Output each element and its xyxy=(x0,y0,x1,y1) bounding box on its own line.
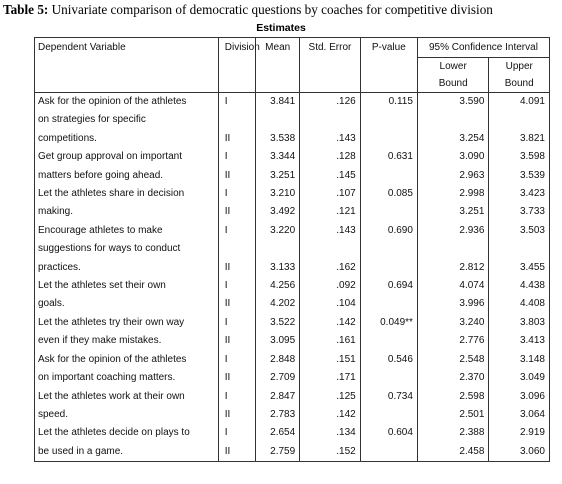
mean-cell: 3.841 xyxy=(256,93,300,112)
division-cell: II xyxy=(218,332,255,350)
p-value-cell: 0.734 xyxy=(360,388,417,406)
std-error-cell: .171 xyxy=(300,369,361,387)
lower-bound-cell: 2.598 xyxy=(417,388,489,406)
p-value-cell: 0.085 xyxy=(360,185,417,203)
table-caption xyxy=(3,2,561,18)
division-cell: II xyxy=(218,369,255,387)
header-spacer xyxy=(218,58,255,77)
dependent-variable-cell: practices. xyxy=(35,259,219,277)
p-value-cell xyxy=(360,130,417,148)
std-error-cell: .128 xyxy=(300,148,361,166)
p-value-cell xyxy=(360,240,417,258)
estimates-heading: Estimates xyxy=(256,22,306,34)
mean-cell: 4.256 xyxy=(256,277,300,295)
table-row xyxy=(35,424,550,442)
mean-cell: 2.783 xyxy=(256,406,300,424)
dependent-variable-cell: Get group approval on important xyxy=(35,148,219,166)
division-cell: II xyxy=(218,295,255,313)
mean-cell: 3.220 xyxy=(256,222,300,240)
header-spacer xyxy=(300,76,361,93)
header-spacer xyxy=(360,58,417,77)
lower-bound-cell: 2.936 xyxy=(417,222,489,240)
std-error-cell: .092 xyxy=(300,277,361,295)
mean-cell: 3.492 xyxy=(256,203,300,221)
upper-bound-cell: 3.821 xyxy=(489,130,550,148)
division-cell: II xyxy=(218,406,255,424)
table-row xyxy=(35,406,550,424)
table-body xyxy=(35,93,550,462)
upper-bound-cell: 4.091 xyxy=(489,93,550,112)
division-cell: II xyxy=(218,443,255,462)
dependent-variable-cell: Ask for the opinion of the athletes xyxy=(35,351,219,369)
std-error-cell: .162 xyxy=(300,259,361,277)
division-cell xyxy=(218,240,255,258)
p-value-cell: 0.604 xyxy=(360,424,417,442)
upper-bound-cell: 3.060 xyxy=(489,443,550,462)
header-spacer xyxy=(218,76,255,93)
table-row xyxy=(35,259,550,277)
header-lower-bound: Bound xyxy=(417,76,489,93)
division-cell: II xyxy=(218,203,255,221)
header-lower: Lower xyxy=(417,58,489,77)
std-error-cell xyxy=(300,240,361,258)
upper-bound-cell xyxy=(489,240,550,258)
mean-cell: 2.654 xyxy=(256,424,300,442)
dependent-variable-cell: Let the athletes work at their own xyxy=(35,388,219,406)
division-cell: I xyxy=(218,148,255,166)
header-spacer xyxy=(256,76,300,93)
upper-bound-cell: 4.438 xyxy=(489,277,550,295)
p-value-cell xyxy=(360,259,417,277)
upper-bound-cell: 3.423 xyxy=(489,185,550,203)
p-value-cell xyxy=(360,332,417,350)
upper-bound-cell: 3.049 xyxy=(489,369,550,387)
dependent-variable-cell: making. xyxy=(35,203,219,221)
table-row xyxy=(35,277,550,295)
lower-bound-cell: 3.090 xyxy=(417,148,489,166)
division-cell xyxy=(218,111,255,129)
table-row xyxy=(35,203,550,221)
mean-cell: 3.538 xyxy=(256,130,300,148)
dependent-variable-cell: Let the athletes set their own xyxy=(35,277,219,295)
p-value-cell xyxy=(360,406,417,424)
division-cell: I xyxy=(218,314,255,332)
dependent-variable-cell: Let the athletes try their own way xyxy=(35,314,219,332)
std-error-cell: .142 xyxy=(300,406,361,424)
results-table xyxy=(34,37,550,462)
header-dependent-variable: Dependent Variable xyxy=(35,38,219,58)
upper-bound-cell: 4.408 xyxy=(489,295,550,313)
header-confidence-interval: 95% Confidence Interval xyxy=(417,38,549,58)
lower-bound-cell: 4.074 xyxy=(417,277,489,295)
division-cell: I xyxy=(218,351,255,369)
dependent-variable-cell: matters before going ahead. xyxy=(35,167,219,185)
header-upper-bound: Bound xyxy=(489,76,550,93)
std-error-cell: .104 xyxy=(300,295,361,313)
table-row xyxy=(35,351,550,369)
lower-bound-cell: 3.251 xyxy=(417,203,489,221)
division-cell: I xyxy=(218,93,255,112)
dependent-variable-cell: Let the athletes decide on plays to xyxy=(35,424,219,442)
p-value-cell: 0.546 xyxy=(360,351,417,369)
table-row xyxy=(35,167,550,185)
mean-cell: 4.202 xyxy=(256,295,300,313)
header-spacer xyxy=(256,58,300,77)
header-spacer xyxy=(360,76,417,93)
table-row xyxy=(35,111,550,129)
dependent-variable-cell: Let the athletes share in decision xyxy=(35,185,219,203)
upper-bound-cell: 3.148 xyxy=(489,351,550,369)
std-error-cell: .142 xyxy=(300,314,361,332)
mean-cell xyxy=(256,111,300,129)
std-error-cell: .152 xyxy=(300,443,361,462)
table-row xyxy=(35,148,550,166)
upper-bound-cell: 3.064 xyxy=(489,406,550,424)
upper-bound-cell: 3.096 xyxy=(489,388,550,406)
p-value-cell xyxy=(360,369,417,387)
mean-cell: 2.709 xyxy=(256,369,300,387)
upper-bound-cell: 3.413 xyxy=(489,332,550,350)
table-row xyxy=(35,332,550,350)
lower-bound-cell: 2.458 xyxy=(417,443,489,462)
upper-bound-cell: 3.503 xyxy=(489,222,550,240)
dependent-variable-cell: speed. xyxy=(35,406,219,424)
dependent-variable-cell: be used in a game. xyxy=(35,443,219,462)
lower-bound-cell: 3.240 xyxy=(417,314,489,332)
upper-bound-cell: 2.919 xyxy=(489,424,550,442)
header-p-value: P-value xyxy=(360,38,417,58)
table-row xyxy=(35,314,550,332)
mean-cell: 3.095 xyxy=(256,332,300,350)
dependent-variable-cell: on strategies for specific xyxy=(35,111,219,129)
p-value-cell xyxy=(360,295,417,313)
lower-bound-cell: 2.388 xyxy=(417,424,489,442)
header-upper: Upper xyxy=(489,58,550,77)
table-caption-text: Univariate comparison of democratic questions by coaches for competitive division xyxy=(48,2,493,17)
lower-bound-cell: 2.963 xyxy=(417,167,489,185)
upper-bound-cell xyxy=(489,111,550,129)
dependent-variable-cell: competitions. xyxy=(35,130,219,148)
header-spacer xyxy=(300,58,361,77)
table-row xyxy=(35,185,550,203)
p-value-cell: 0.694 xyxy=(360,277,417,295)
division-cell: I xyxy=(218,222,255,240)
std-error-cell: .126 xyxy=(300,93,361,112)
mean-cell xyxy=(256,240,300,258)
upper-bound-cell: 3.733 xyxy=(489,203,550,221)
lower-bound-cell: 2.548 xyxy=(417,351,489,369)
std-error-cell xyxy=(300,111,361,129)
lower-bound-cell: 3.996 xyxy=(417,295,489,313)
lower-bound-cell: 2.812 xyxy=(417,259,489,277)
header-spacer xyxy=(35,76,219,93)
division-cell: II xyxy=(218,167,255,185)
lower-bound-cell: 2.501 xyxy=(417,406,489,424)
mean-cell: 3.344 xyxy=(256,148,300,166)
std-error-cell: .143 xyxy=(300,130,361,148)
lower-bound-cell: 3.590 xyxy=(417,93,489,112)
header-mean: Mean xyxy=(256,38,300,58)
upper-bound-cell: 3.803 xyxy=(489,314,550,332)
mean-cell: 3.251 xyxy=(256,167,300,185)
lower-bound-cell: 2.998 xyxy=(417,185,489,203)
mean-cell: 3.210 xyxy=(256,185,300,203)
dependent-variable-cell: even if they make mistakes. xyxy=(35,332,219,350)
table-row xyxy=(35,388,550,406)
p-value-cell xyxy=(360,111,417,129)
mean-cell: 2.848 xyxy=(256,351,300,369)
std-error-cell: .121 xyxy=(300,203,361,221)
mean-cell: 3.133 xyxy=(256,259,300,277)
mean-cell: 2.759 xyxy=(256,443,300,462)
division-cell: II xyxy=(218,130,255,148)
std-error-cell: .107 xyxy=(300,185,361,203)
table-row xyxy=(35,130,550,148)
lower-bound-cell: 2.776 xyxy=(417,332,489,350)
mean-cell: 3.522 xyxy=(256,314,300,332)
division-cell: II xyxy=(218,259,255,277)
std-error-cell: .125 xyxy=(300,388,361,406)
dependent-variable-cell: suggestions for ways to conduct xyxy=(35,240,219,258)
p-value-cell: 0.631 xyxy=(360,148,417,166)
table-row xyxy=(35,443,550,462)
header-std-error: Std. Error xyxy=(300,38,361,58)
header-spacer xyxy=(35,58,219,77)
table-row xyxy=(35,369,550,387)
std-error-cell: .145 xyxy=(300,167,361,185)
division-cell: I xyxy=(218,388,255,406)
p-value-cell: 0.690 xyxy=(360,222,417,240)
table-row xyxy=(35,240,550,258)
lower-bound-cell xyxy=(417,240,489,258)
upper-bound-cell: 3.455 xyxy=(489,259,550,277)
p-value-cell xyxy=(360,443,417,462)
table-row xyxy=(35,295,550,313)
table-row xyxy=(35,93,550,112)
std-error-cell: .134 xyxy=(300,424,361,442)
table-row xyxy=(35,222,550,240)
upper-bound-cell: 3.539 xyxy=(489,167,550,185)
header-division: Division xyxy=(218,38,255,58)
p-value-cell: 0.049** xyxy=(360,314,417,332)
dependent-variable-cell: Encourage athletes to make xyxy=(35,222,219,240)
p-value-cell xyxy=(360,167,417,185)
std-error-cell: .151 xyxy=(300,351,361,369)
dependent-variable-cell: on important coaching matters. xyxy=(35,369,219,387)
upper-bound-cell: 3.598 xyxy=(489,148,550,166)
division-cell: I xyxy=(218,424,255,442)
p-value-cell: 0.115 xyxy=(360,93,417,112)
lower-bound-cell: 2.370 xyxy=(417,369,489,387)
dependent-variable-cell: Ask for the opinion of the athletes xyxy=(35,93,219,112)
lower-bound-cell xyxy=(417,111,489,129)
std-error-cell: .161 xyxy=(300,332,361,350)
division-cell: I xyxy=(218,277,255,295)
table-caption-label: Table 5: xyxy=(3,2,49,17)
division-cell: I xyxy=(218,185,255,203)
lower-bound-cell: 3.254 xyxy=(417,130,489,148)
mean-cell: 2.847 xyxy=(256,388,300,406)
std-error-cell: .143 xyxy=(300,222,361,240)
p-value-cell xyxy=(360,203,417,221)
dependent-variable-cell: goals. xyxy=(35,295,219,313)
